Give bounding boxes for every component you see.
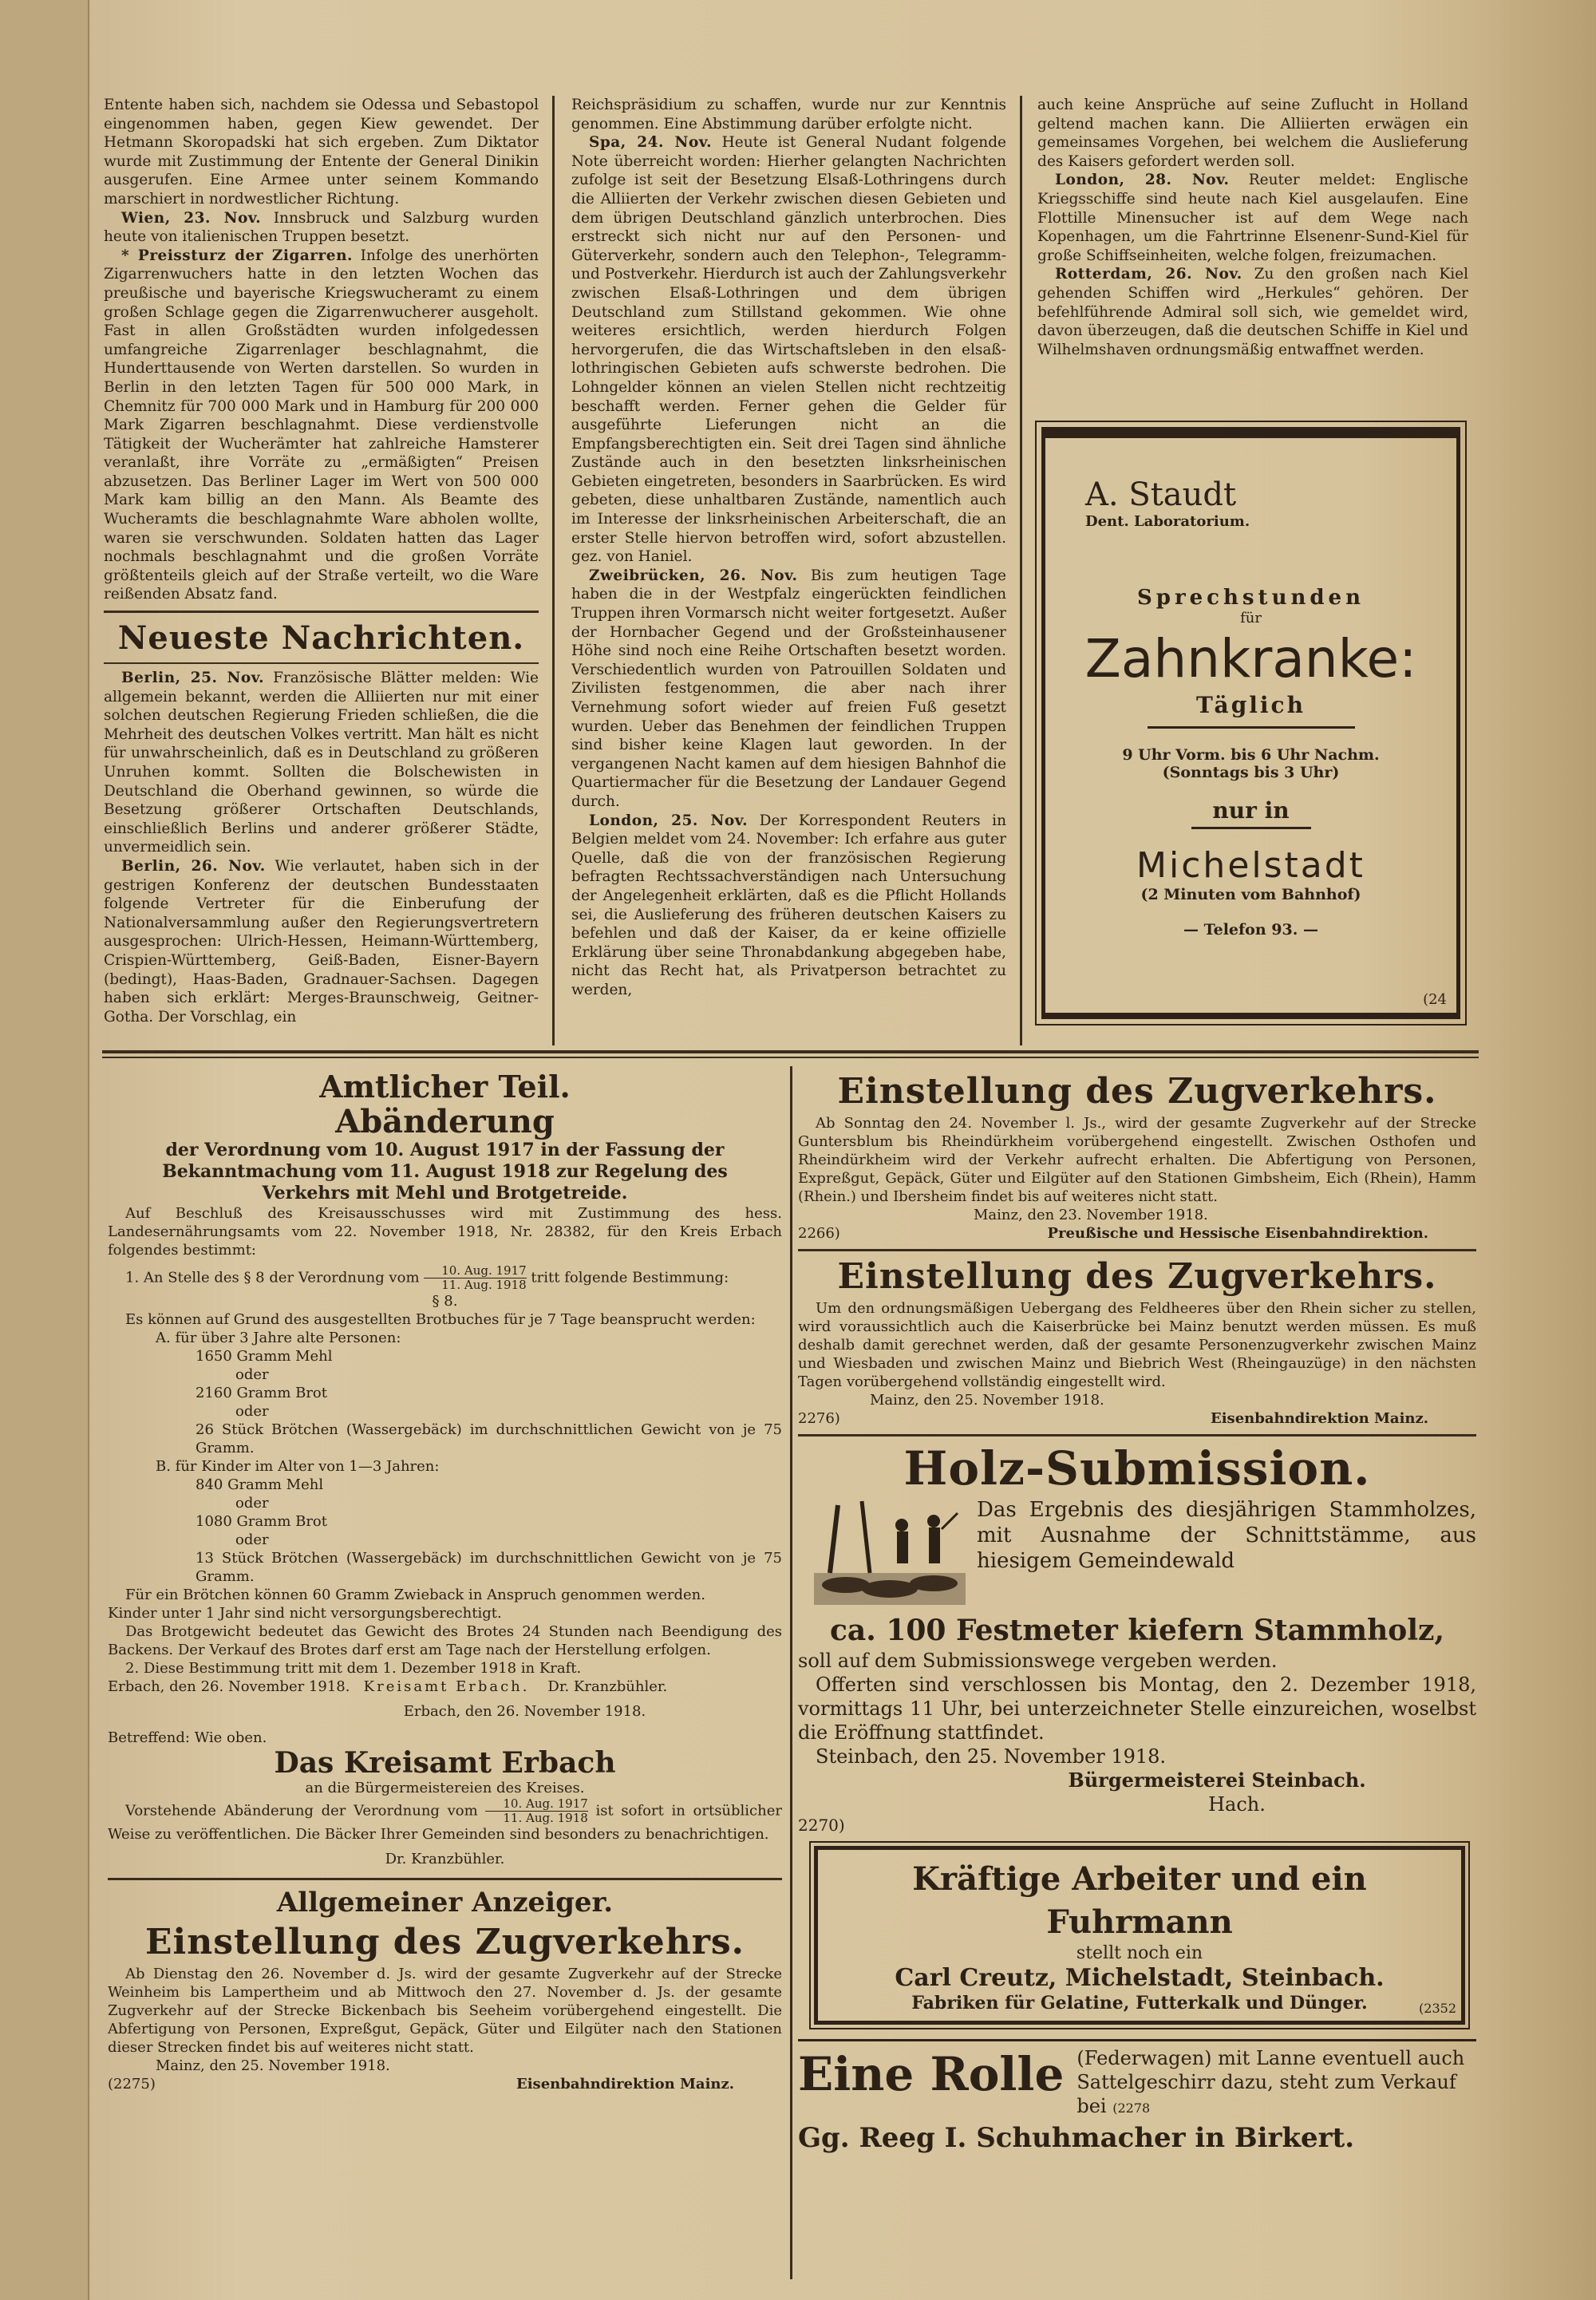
ad-creutz [814, 1846, 1465, 2025]
ad-line: stellt noch ein [1076, 1943, 1203, 1963]
ad-phone: — Telefon 93. — [1183, 921, 1318, 939]
dateline: Rotterdam, 26. Nov. [1055, 266, 1242, 283]
note: Für ein Brötchen können 60 Gramm Zwieback in Anspruch genommen werden. [125, 1587, 705, 1603]
article-berlin-25 [104, 669, 539, 857]
notice-intro: Auf Beschluß des Kreisausschusses wird mit Zustimmung des hess. Landesernährungsamts vom 22. November 1918, Nr. 28382, für den Kreis Erbach folgendes bestimmt: [108, 1205, 782, 1259]
ration-item: 26 Stück Brötchen (Wassergebäck) im durchschnittlichen Gewicht von je 75 Gramm. [196, 1421, 782, 1456]
ad-hours: 9 Uhr Vorm. bis 6 Uhr Nachm. [1122, 746, 1380, 764]
office-heading: Das Kreisamt Erbach [274, 1746, 616, 1780]
date: Mainz, den 25. November 1918. [870, 1392, 1104, 1409]
dateline: Spa, 24. Nov. [589, 134, 713, 152]
official-section [108, 1069, 782, 2274]
article-spa [571, 133, 1006, 567]
date: Erbach, den 26. November 1918. [403, 1703, 646, 1720]
date: Steinbach, den 25. November 1918. [816, 1745, 1167, 1768]
adjacent-page-margin [0, 0, 89, 2300]
note: Kinder unter 1 Jahr sind nicht versorgungsberechtigt. [108, 1605, 502, 1622]
ad-ref: (2278 [1112, 2100, 1151, 2116]
notice-claim: Es können auf Grund des ausgestellten Brotbuches für je 7 Tage beansprucht werden: [125, 1311, 756, 1328]
ration-or: oder [235, 1495, 269, 1512]
ad-headline: Eine Rolle [798, 2047, 1065, 2101]
ad-only-in: nur in [1212, 797, 1290, 824]
ad-headline: Kräftige Arbeiter und ein Fuhrmann [912, 1860, 1367, 1941]
article-zigarren [104, 247, 539, 604]
news-column-1 [104, 96, 539, 1045]
date-fraction [424, 1264, 526, 1292]
signature-name: Hach. [1208, 1793, 1266, 1816]
notice-title: Einstellung des Zugverkehrs. [837, 1256, 1437, 1297]
dateline: Berlin, 26. Nov. [121, 857, 266, 875]
ref-number: 2266) [798, 1225, 840, 1242]
column-rule [1020, 96, 1022, 1045]
ration-item: 13 Stück Brötchen (Wassergebäck) im durchschnittlichen Gewicht von je 75 Gramm. [196, 1550, 782, 1585]
date: Mainz, den 25. November 1918. [156, 2057, 390, 2074]
article-body: Innsbruck und Salzburg wurden heute von italienischen Truppen besetzt. [104, 209, 539, 246]
article-body: Heute ist General Nudant folgende Note überreicht worden: Hierher gelangten Nachrichten zufolge ist seit der Besetzung Elsaß-Lothringens durch die Alliierten der Verkehr zwischen diesen Gebieten und dem übrigen Deutschland gänzlich unterbrochen. Dies erstreckt sich nicht nur auf den Personen- und Güterverkehr, sondern auch den Telephon-, Telegramm- und Postverkehr. Hierdurch ist auch der Zahlungsverkehr zwischen Elsaß-Lothringen und dem übrigen Deutschland zum Stillstand gekommen. Wie ohne weiteres ersichtlich, werden hierdurch Folgen hervorgerufen, die das Wirtschaftsleben in den elsaß-lothringischen Gebieten aufs schwerste bedrohen. Die Lohngelder können an vielen Stellen nicht rechtzeitig beschafft werden. Ferner gehen die Gelder für ausgeführte Lieferungen nicht an die Empfangsberechtigten ein. Seit drei Tagen sind ähnliche Zustände auch in den besetzten linksrheinischen Gebieten eingetreten, besonders in Saarbrücken. Es wird gebeten, diese unhaltbaren Zustände, namentlich auch im Interesse der linksrheinischen Arbeiterschaft, die an erster Stelle hiervon betroffen wird, sofort abzustellen. gez. von Haniel. [571, 134, 1006, 566]
article-body: Reuter meldet: Englische Kriegsschiffe sind heute nach Kiel ausgelaufen. Eine Flottille Minensucher ist auf dem Wege nach Kopenhagen, um die Fahrtrinne Elsenenr-Sund-Kiel für große Schiffseinheiten, welche folgen, freizumachen. [1037, 172, 1468, 264]
holz-intro: Das Ergebnis des diesjährigen Stammholzes, mit Ausnahme der Schnittstämme, aus hiesigem Gemeindewald [977, 1498, 1476, 1573]
ad-consultation: Sprechstunden [1136, 586, 1365, 610]
news-column-2 [571, 96, 1006, 1045]
article-body: Französische Blätter melden: Wie allgemein bekannt, werden die Alliierten nur mit einer solchen deutschen Regierung Frieden schließen, die die Mehrheit des deutschen Volkes vertritt. Man hält es nicht für unwahrscheinlich, daß es in Deutschland zu größeren Unruhen kommt. Sollten die Bolschewisten in Deutschland die Oberhand gewinnen, so würde die Besetzung größerer Ortschaften Deutschlands, einschließlich Berlins und anderer größerer Städte, unvermeidlich sein. [104, 670, 539, 856]
article-berlin-26 [104, 857, 539, 1026]
article-body: Der Korrespondent Reuters in Belgien meldet vom 24. November: Ich erfahre aus guter Quelle, daß die von der französischen Regierung befragten Rechtssachverständigen nach Untersuchung der Angelegenheit erklärten, daß es die Pflicht Hollands sei, die Auslieferung des früheren deutschen Kaisers zu befehlen und daß der Kaiser, da er keine offizielle Erklärung über seine Thronabdankung abgegeben habe, nicht das Recht hat, als Privatperson betrachtet zu werden, [571, 812, 1006, 998]
ad-staudt-dentist [1041, 427, 1460, 1019]
ad-ref: (24 [1423, 991, 1447, 1008]
notice-title: Einstellung des Zugverkehrs. [837, 1071, 1437, 1112]
ad-company: Carl Creutz, Michelstadt, Steinbach. [895, 1964, 1385, 1992]
notice-footer [108, 2075, 782, 2093]
dateline: London, 25. Nov. [589, 812, 749, 829]
group-a-heading: A. für über 3 Jahre alte Personen: [156, 1330, 401, 1346]
article-continuation: auch keine Ansprüche auf seine Zuflucht in Holland geltend machen kann. Die Alliierten erwägen ein gemeinsames Vorgehen, bei welchem die Auslieferung des Kaisers gefordert werden soll. [1037, 97, 1468, 170]
column-rule [552, 96, 555, 1045]
notice-body: Ab Dienstag den 26. November d. Js. wird der gesamte Zugverkehr auf der Strecke Weinheim bis Lampertheim und ab Mittwoch den 27. November d. Js. der gesamte Zugverkehr auf der Strecke Bickenbach bis Seeheim vorübergehend eingestellt. Die Abfertigung von Personen, Expreßgut, Gepäck, Güter und Eilgüter nach den Stationen dieser Strecken findet bis auf weiteres nicht statt. [108, 1966, 782, 2056]
sign-name: Dr. Kranzbühler. [547, 1678, 668, 1695]
notice-subtitle: der Verordnung vom 10. August 1917 in der Fassung der Bekanntmachung vom 11. August 1918 zur Regelung des Verkehrs mit Mehl und Brotgetreide. [162, 1140, 728, 1203]
paragraph-sign: § 8. [432, 1293, 458, 1310]
ad-town: Michelstadt [1136, 845, 1365, 886]
group-b-heading: B. für Kinder im Alter von 1—3 Jahren: [156, 1458, 440, 1475]
sign-place: Erbach, den 26. November 1918. [108, 1678, 350, 1695]
article-wien [104, 209, 539, 247]
article-body: Infolge des unerhörten Zigarrenwuchers hatte in den letzten Wochen das preußische und bayerische Kriegswucheramt zu einem großen Schlage gegen die Zigarrenwucherer ausgeholt. Fast in allen Großstädten wurden infolgedessen umfangreiche Zigarrenlager beschlagnahmt, die Hunderttausende von Werten darstellen. So wurden in Berlin in den letzten Tagen für 500 000 Mark, in Chemnitz für 700 000 Mark und in Hamburg für 200 000 Mark Zigarren beschlagnahmt. Diese verdienstvolle Tätigkeit der Wucherämter hat zahlreiche Hamsterer veranlaßt, ihre Vorräte zu „ermäßigten“ Preisen abzusetzen. Das Berliner Lager im Wert von 500 000 Mark kam billig an den Mann. Als Beamte des Wucheramts die beschlagnahmte Ware abholen wollte, waren sie verschwunden. Soldaten hatten das Lager nochmals beschlagnahmt und die großen Vorräte größtenteils gleich auf der Straße verteilt, wo die Ware reißenden Absatz fand. [104, 247, 539, 603]
text: 1. An Stelle des § 8 der Verordnung vom [125, 1269, 420, 1286]
notice-item-1 [108, 1264, 782, 1292]
ration-or: oder [235, 1403, 269, 1420]
section-heading-amtlicher-teil: Amtlicher Teil. [319, 1069, 571, 1105]
holz-text: soll auf dem Submissionswege vergeben werden. [798, 1650, 1278, 1672]
ration-item: 840 Gramm Mehl [196, 1476, 324, 1493]
notice-footer [798, 1409, 1476, 1428]
date: Mainz, den 23. November 1918. [974, 1207, 1208, 1223]
section-divider [102, 1050, 1479, 1053]
ad-name: A. Staudt [1085, 476, 1237, 513]
sign-name: Dr. Kranzbühler. [385, 1851, 505, 1867]
subject-line: Betreffend: Wie oben. [108, 1729, 267, 1746]
signature-block [108, 1678, 782, 1696]
notice-body: Um den ordnungsmäßigen Uebergang des Feldheeres über den Rhein sicher zu stellen, wird voraussichtlich auch die Kaiserbrücke bei Mainz benutzt werden müssen. Es muß deshalb damit gerechnet werden, daß der gesamte Personenzugverkehr zwischen Mainz und Wiesbaden und zwischen Mainz und Biebrich West (Rheingauzüge) in den nächsten Tagen vorübergehend vollständig eingestellt wird. [798, 1300, 1476, 1390]
ad-headline: Zahnkranke: [1084, 628, 1417, 690]
ad-for: für [1240, 610, 1262, 626]
ad-ref: (2352 [1419, 2001, 1456, 2016]
ad-text: (Federwagen) mit Lanne eventuell auch Sattelgeschirr dazu, steht zum Verkauf bei [1077, 2047, 1465, 2117]
ad-subtitle: Dent. Laboratorium. [1085, 513, 1250, 530]
ad-daily: Täglich [1196, 692, 1306, 718]
article-continuation: Entente haben sich, nachdem sie Odessa und Sebastopol eingenommen haben, gegen Kiew gewendet. Der Hetmann Skoropadski hat sich ergeben. Zum Diktator wurde mit Zustimmung der Entente der General Dinikin ausgerufen. Eine Armee unter seinem Kommando marschiert in nordwestlicher Richtung. [104, 97, 539, 207]
dateline: Berlin, 25. Nov. [121, 670, 265, 687]
ad-seller: Gg. Reeg I. Schuhmacher in Birkert. [798, 2122, 1355, 2154]
section-divider [102, 1057, 1479, 1058]
column-rule [790, 1066, 792, 2279]
signature-office: Bürgermeisterei Steinbach. [1068, 1768, 1366, 1792]
note: 2. Diese Bestimmung tritt mit dem 1. Dezember 1918 in Kraft. [125, 1660, 582, 1677]
ad-rolle [798, 2039, 1476, 2156]
text: Vorstehende Abänderung der Verordnung vom [125, 1802, 478, 1820]
dateline: Wien, 23. Nov. [121, 209, 262, 227]
text: ist sofort in ortsüblicher Weise zu veröffentlichen. Die Bäcker Ihrer Gemeinden sind besonders zu benachrichtigen. [108, 1802, 782, 1843]
signature: Preußische und Hessische Eisenbahndirektion. [1047, 1225, 1428, 1242]
notice-title: Abänderung [335, 1103, 555, 1140]
dateline: Zweibrücken, 26. Nov. [589, 567, 798, 584]
woodcutters-illustration [814, 1497, 966, 1609]
news-column-3 [1037, 96, 1468, 407]
signature: Eisenbahndirektion Mainz. [516, 2076, 734, 2093]
ref-number: (2275) [108, 2076, 156, 2093]
holz-text: Offerten sind verschlossen bis Montag, den 2. Dezember 1918, vormittags 11 Uhr, bei unterzeichneter Stelle einzureichen, woselbst die Eröffnung stattfindet. [798, 1674, 1476, 1744]
ref-number: 2270) [798, 1816, 845, 1835]
text: tritt folgende Bestimmung: [531, 1269, 729, 1286]
article-body: Zu den großen nach Kiel gehenden Schiffen wird „Herkules“ gehören. Der befehlführende Admiral soll sich, wie gemeldet wird, davon überzeugen, daß die deutschen Schiffe in Kiel und Wilhelmshaven ordnungsmäßig entwaffnet werden. [1037, 266, 1468, 358]
ref-number: 2276) [798, 1410, 840, 1427]
notice-body: Ab Sonntag den 24. November l. Js., wird der gesamte Zugverkehr auf der Strecke Guntersblum bis Rheindürkheim vorübergehend eingestellt. Zwischen Osthofen und Rheindürkheim wird der Verkehr aufrecht erhalten. Die Abfertigung von Personen, Expreßgut, Gepäck, Güter und Eilgüter auf den Stationen Gimbsheim, Eich (Rhein), Hamm (Rhein.) und Ibersheim findet bis auf weiteres nicht statt. [798, 1115, 1476, 1205]
ads-column-right [798, 1069, 1476, 2274]
ration-item: 1650 Gramm Mehl [196, 1348, 333, 1365]
signature: Eisenbahndirektion Mainz. [1211, 1410, 1428, 1427]
dateline: * Preissturz der Zigarren. [121, 247, 353, 264]
ration-item: 2160 Gramm Brot [196, 1385, 328, 1401]
article-london-25 [571, 812, 1006, 1000]
date-bottom: 11. Aug. 1918 [503, 1811, 588, 1825]
notice-title: Einstellung des Zugverkehrs. [144, 1922, 745, 1962]
forwarding-note [108, 1797, 782, 1844]
article-continuation: Reichspräsidium zu schaffen, wurde nur zur Kenntnis genommen. Eine Abstimmung darüber erfolgte nicht. [571, 97, 1006, 132]
section-heading-allgemeiner-anzeiger: Allgemeiner Anzeiger. [276, 1887, 614, 1919]
date-top: 10. Aug. 1917 [424, 1264, 526, 1278]
holz-title: Holz-Submission. [903, 1441, 1371, 1496]
article-body: Bis zum heutigen Tage haben die in der Westpfalz eingerückten feindlichen Truppen ihren Vormarsch nicht weiter fortgesetzt. Außer der Hornbacher Gegend und der Großsteinhausener Höhe sind noch eine Reihe Ortschaften besetzt worden. Verschiedentlich wurden von Patrouillen Soldaten und Zivilisten festgenommen, die aber nach ihrer Vernehmung sofort wieder auf freien Fuß gesetzt wurden. Ueber das Benehmen der feindlichen Truppen sind bisher keine Klagen laut geworden. In der vergangenen Nacht kamen auf dem hiesigen Bahnhof die Quartiermacher für die Besetzung der Landauer Gegend durch. [571, 567, 1006, 810]
ad-distance: (2 Minuten vom Bahnhof) [1140, 886, 1361, 903]
ad-sunday-hours: (Sonntags bis 3 Uhr) [1162, 764, 1340, 781]
article-zweibruecken [571, 567, 1006, 812]
article-rotterdam [1037, 265, 1468, 359]
date-top: 10. Aug. 1917 [485, 1797, 587, 1812]
ration-item: 1080 Gramm Brot [196, 1513, 328, 1530]
article-london-28 [1037, 171, 1468, 265]
ration-or: oder [235, 1366, 269, 1383]
section-heading-neueste-nachrichten: Neueste Nachrichten. [117, 619, 525, 658]
recipients: an die Bürgermeistereien des Kreises. [305, 1780, 585, 1796]
sign-office: Kreisamt Erbach. [363, 1678, 530, 1695]
dateline: London, 28. Nov. [1055, 172, 1230, 189]
article-body: Wie verlautet, haben sich in der gestrigen Konferenz der deutschen Bundesstaaten folgende Vertreter für die Einberufung der Nationalversammlung außer den Regierungsvertretern ausgesprochen: Ulrich-Hessen, Heimann-Württemberg, Crispien-Württemberg, Geiß-Baden, Eisner-Bayern (bedingt), Haas-Baden, Gradnauer-Sachsen. Dagegen haben sich erklärt: Merges-Braunschweig, Geitner-Gotha. Der Vorschlag, ein [104, 857, 539, 1026]
holz-offer: ca. 100 Festmeter kiefern Stammholz, [830, 1614, 1444, 1647]
date-bottom: 11. Aug. 1918 [441, 1278, 527, 1292]
ration-or: oder [235, 1531, 269, 1548]
notice-footer [798, 1224, 1476, 1243]
note: Das Brotgewicht bedeutet das Gewicht des Brotes 24 Stunden nach Beendigung des Backens. Der Verkauf des Brotes darf erst am Tage nach der Herstellung erfolgen. [108, 1623, 782, 1658]
date-fraction [485, 1797, 587, 1825]
ad-line: Fabriken für Gelatine, Futterkalk und Dünger. [911, 1993, 1368, 2013]
